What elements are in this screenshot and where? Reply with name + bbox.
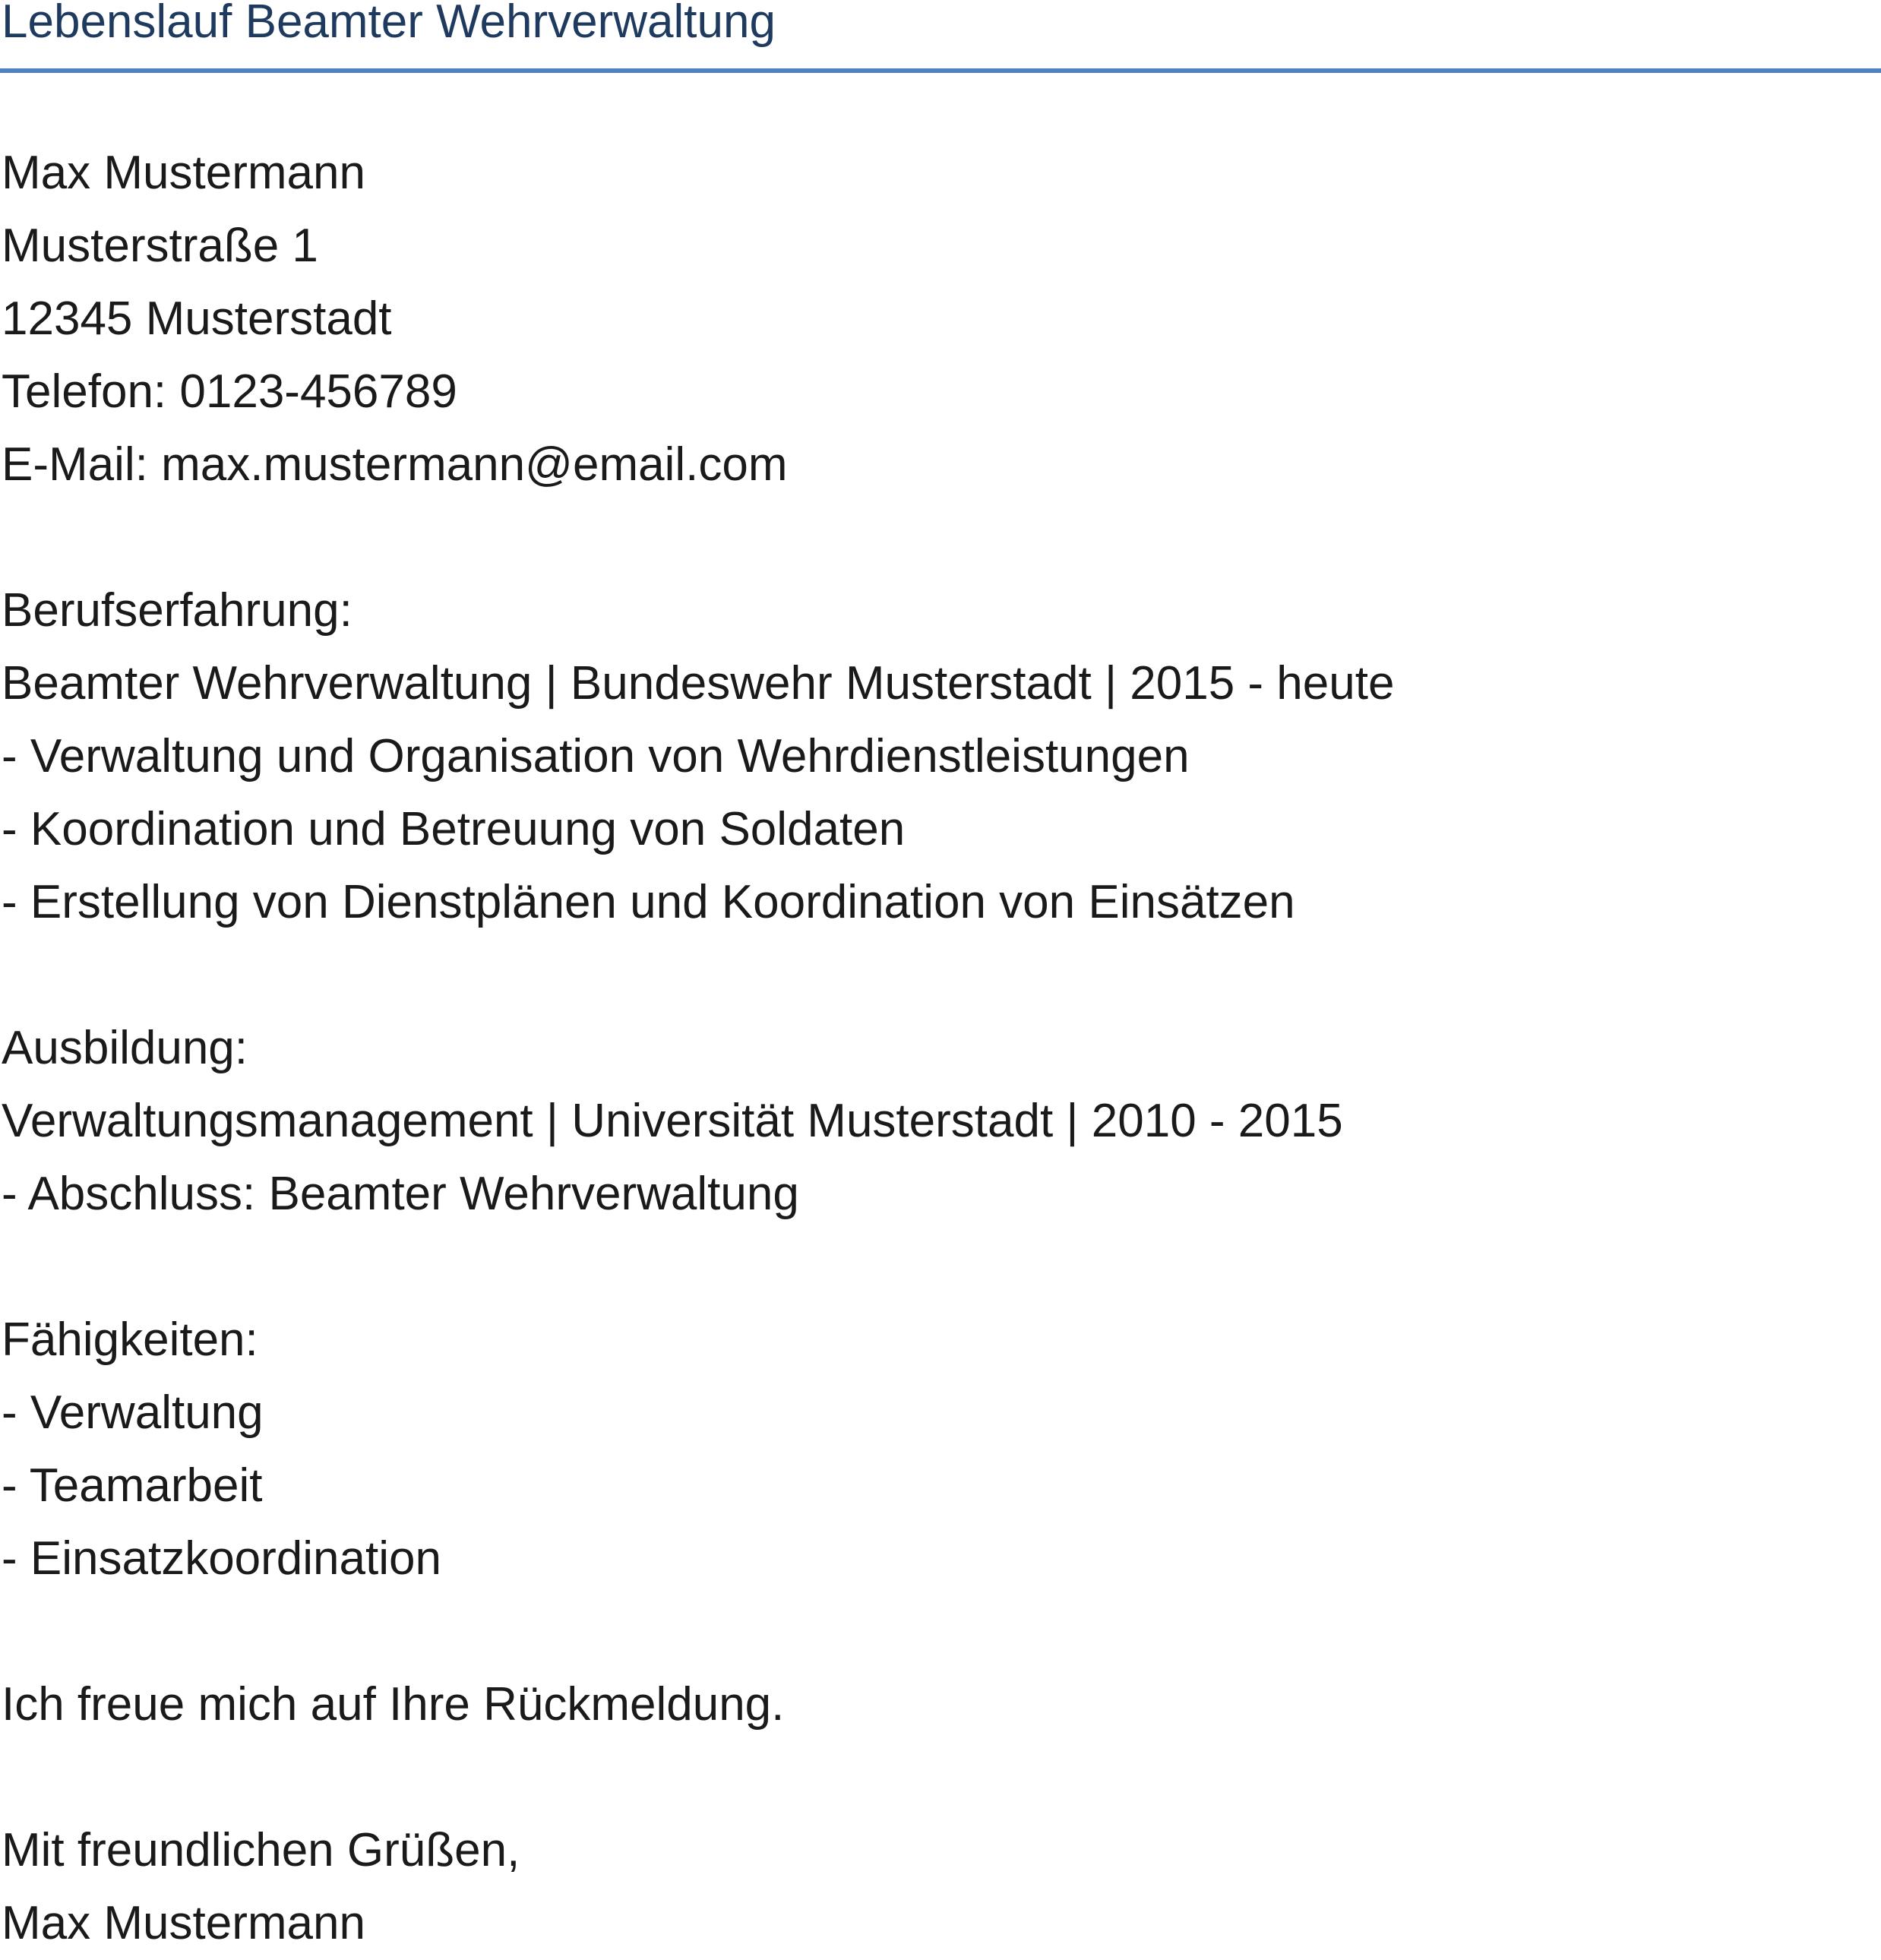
experience-position: Beamter Wehrverwaltung | Bundeswehr Musterstadt | 2015 - heute — [2, 657, 1395, 710]
closing-salutation: Mit freundlichen Grüßen, — [2, 1824, 520, 1876]
skill-item: - Teamarbeit — [2, 1459, 263, 1512]
experience-duty: - Koordination und Betreuung von Soldaten — [2, 803, 906, 855]
education-detail: - Abschluss: Beamter Wehrverwaltung — [2, 1168, 799, 1220]
education-heading: Ausbildung: — [2, 1022, 248, 1074]
contact-phone: Telefon: 0123-456789 — [2, 365, 457, 418]
skills-heading: Fähigkeiten: — [2, 1314, 258, 1366]
skill-item: - Verwaltung — [2, 1386, 264, 1439]
experience-heading: Berufserfahrung: — [2, 584, 352, 637]
contact-street: Musterstraße 1 — [2, 220, 318, 272]
experience-duty: - Verwaltung und Organisation von Wehrdienstleistungen — [2, 730, 1190, 782]
closing-message: Ich freue mich auf Ihre Rückmeldung. — [2, 1678, 785, 1731]
skill-item: - Einsatzkoordination — [2, 1532, 441, 1585]
contact-email: E-Mail: max.mustermann@email.com — [2, 438, 788, 491]
education-entry: Verwaltungsmanagement | Universität Musterstadt | 2010 - 2015 — [2, 1095, 1343, 1147]
experience-duty: - Erstellung von Dienstplänen und Koordination von Einsätzen — [2, 876, 1295, 928]
document-title: Lebenslauf Beamter Wehrverwaltung — [2, 0, 776, 48]
closing-signature: Max Mustermann — [2, 1897, 365, 1949]
title-divider — [0, 68, 1881, 73]
contact-name: Max Mustermann — [2, 147, 365, 199]
contact-city: 12345 Musterstadt — [2, 292, 392, 345]
